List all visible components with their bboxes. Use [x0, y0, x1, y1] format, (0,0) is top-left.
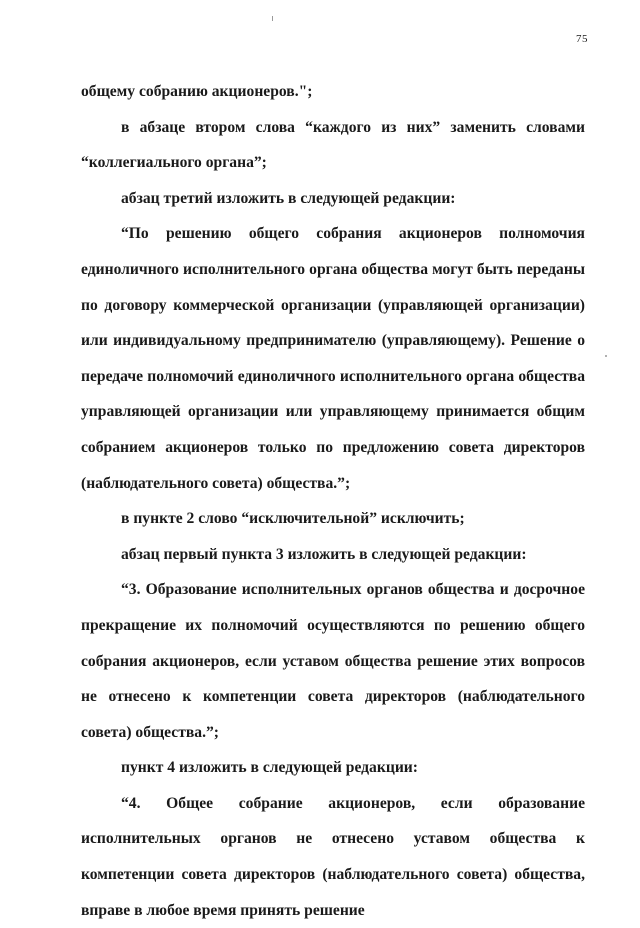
document-body [81, 74, 585, 928]
page-number: 75 [576, 33, 588, 45]
scan-artifact [272, 16, 273, 21]
paragraph-continuation: общему собранию акционеров."; [81, 83, 313, 100]
paragraph-quoted-2: “3. Образование исполнительных органов общества и досрочное прекращение их полномочий осуществляются по решению общего собрания акционеров, если уставом общества решение этих вопросов не отнесено к компетенции совета директоров (наблюдательного совета) общества.”; [81, 581, 585, 741]
paragraph-amendment-3: в пункте 2 слово “исключительной” исключить; [121, 510, 465, 528]
paragraph-quoted-1: “По решению общего собрания акционеров полномочия единоличного исполнительного органа общества могут быть переданы по договору коммерческой организации (управляющей организации) или индивидуальному предпринимателю (управляющему). Решение о передаче полномочий единоличного исполнительного органа общества управляющей организации или управляющему принимается общим собранием акционеров только по предложению совета директоров (наблюдательного совета) общества.”; [81, 225, 585, 492]
paragraph-amendment-1: в абзаце втором слова “каждого из них” заменить словами “коллегиального органа”; [81, 118, 585, 172]
paragraph-quoted-3: “4. Общее собрание акционеров, если образование исполнительных органов не отнесено уставом общества к компетенции совета директоров (наблюдательного совета) общества, вправе в любое время принять решение [81, 794, 585, 919]
paragraph-amendment-5: пункт 4 изложить в следующей редакции: [121, 759, 418, 777]
paragraph-amendment-2: абзац третий изложить в следующей редакции: [121, 189, 456, 207]
scan-artifact [605, 355, 607, 357]
paragraph-amendment-4: абзац первый пункта 3 изложить в следующей редакции: [121, 545, 527, 563]
